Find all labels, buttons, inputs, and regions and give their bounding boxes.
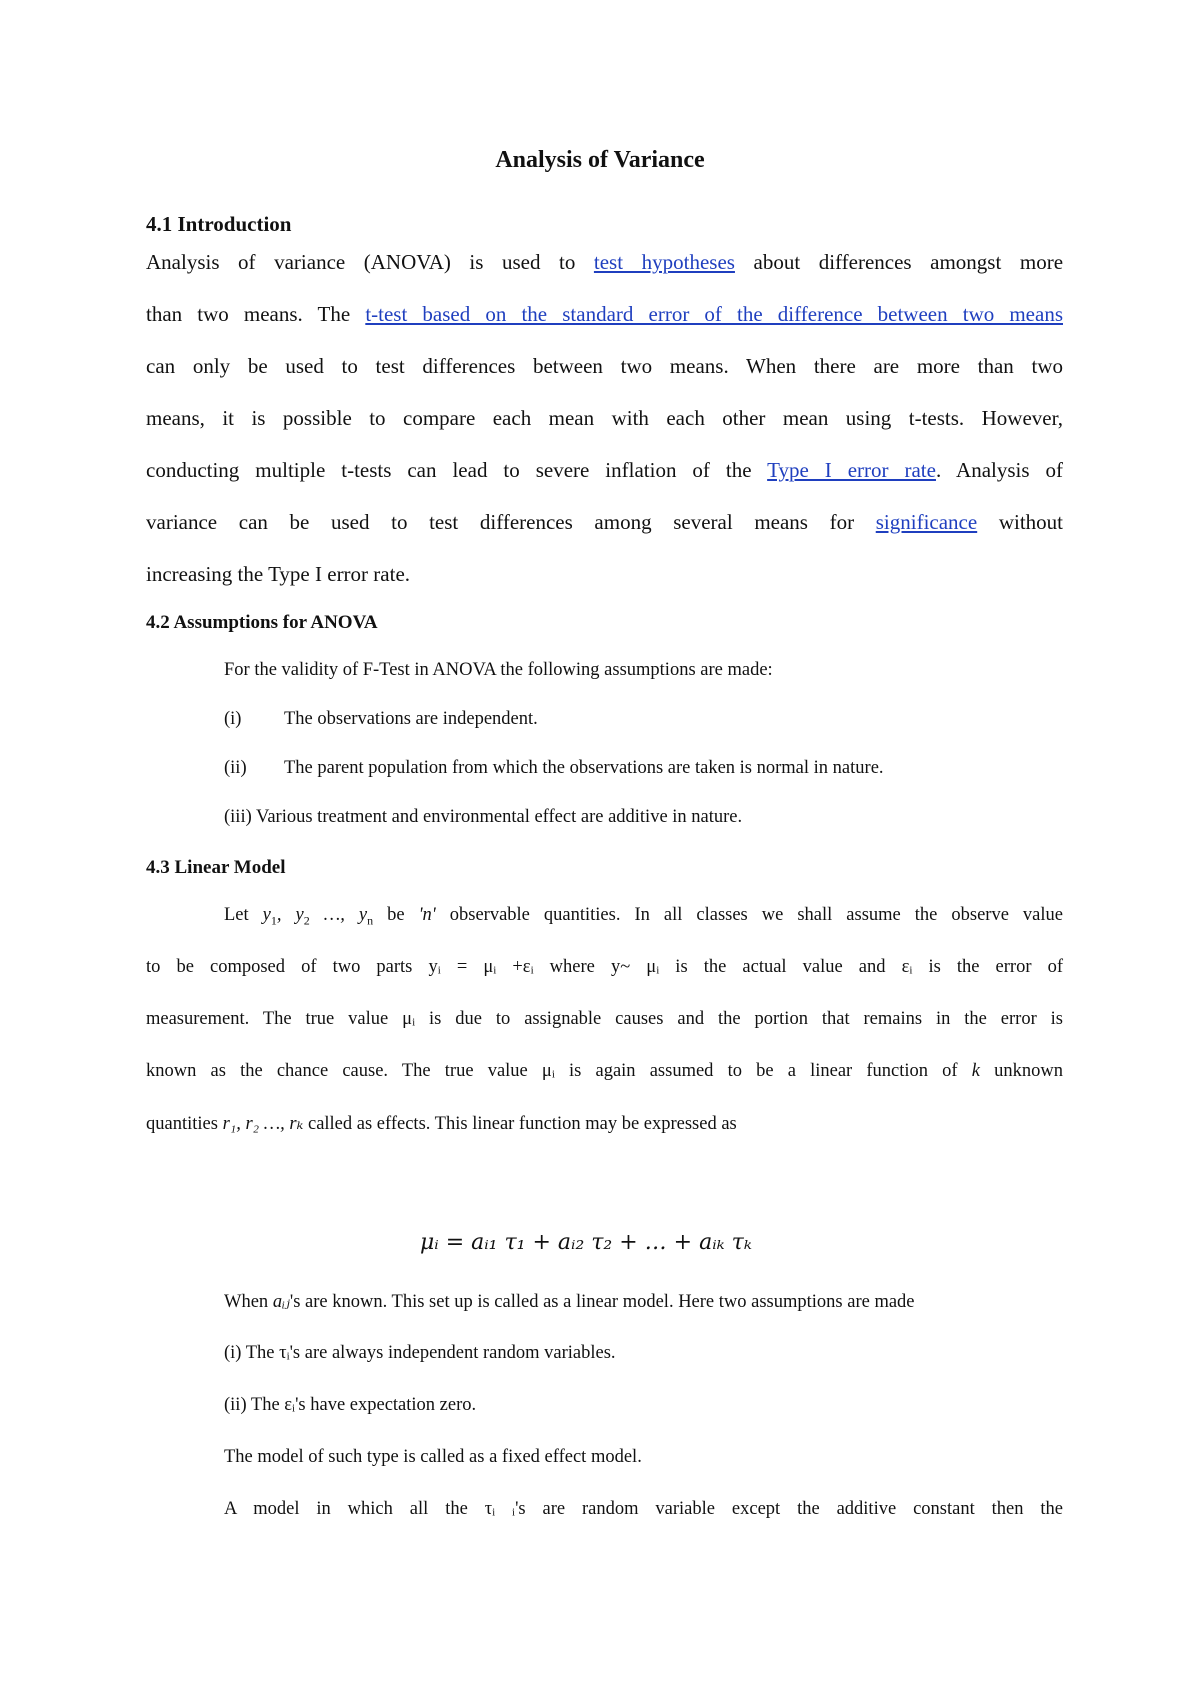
assumption-number: (i) bbox=[224, 709, 242, 729]
text: known as the chance cause. The true value μᵢ is again assumed to be a linear function of bbox=[146, 1061, 972, 1081]
assumptions-lead: For the validity of F-Test in ANOVA the following assumptions are made: bbox=[224, 660, 773, 680]
link-test-hypotheses[interactable]: test hypotheses bbox=[593, 250, 735, 274]
section-heading-assumptions: 4.2 Assumptions for ANOVA bbox=[146, 612, 378, 633]
linear-model-equation: μᵢ = aᵢ₁ τ₁ + aᵢ₂ τ₂ + … + aᵢₖ τₖ bbox=[420, 1230, 752, 1255]
linear-line-2: to be composed of two parts yᵢ = μᵢ +εᵢ where y~ μᵢ is the actual value and εᵢ is the error of bbox=[146, 957, 1063, 977]
text: When bbox=[224, 1292, 273, 1312]
var-y: y bbox=[262, 905, 271, 925]
link-t-test-standard-error[interactable]: t-test based on the standard error of the difference between two means bbox=[365, 302, 1063, 326]
assumption-number: (ii) bbox=[224, 758, 247, 778]
intro-line-2 bbox=[146, 302, 1063, 327]
assumption-text: The observations are independent. bbox=[284, 709, 538, 729]
page-title: Analysis of Variance bbox=[495, 147, 705, 173]
subscript: 2 bbox=[303, 913, 310, 928]
link-significance[interactable]: significance bbox=[875, 510, 978, 534]
section-heading-linear-model: 4.3 Linear Model bbox=[146, 857, 286, 878]
text: conducting multiple t-tests can lead to severe inflation of the bbox=[146, 458, 768, 482]
random-model-text: A model in which all the τᵢ ᵢ's are random variable except the additive constant then the bbox=[224, 1499, 1063, 1519]
intro-line-7: increasing the Type I error rate. bbox=[146, 562, 411, 586]
text: called as effects. This linear function may be expressed as bbox=[303, 1114, 737, 1134]
text: variance can be used to test differences among several means for bbox=[146, 510, 876, 534]
text: observable quantities. In all classes we shall assume the observe value bbox=[435, 905, 1063, 925]
intro-line-3: can only be used to test differences between two means. When there are more than two bbox=[146, 354, 1063, 378]
linear-line-1 bbox=[224, 905, 1063, 929]
var-r: r₁, r₂ …, rₖ bbox=[222, 1114, 304, 1134]
section-heading-introduction: 4.1 Introduction bbox=[146, 212, 292, 236]
text: Analysis of variance (ANOVA) is used to bbox=[146, 250, 594, 274]
text: be bbox=[373, 905, 419, 925]
var-k: k bbox=[971, 1061, 980, 1081]
var-y: …, y bbox=[309, 905, 368, 925]
var-aij: aᵢⱼ bbox=[272, 1292, 290, 1312]
subscript: n bbox=[367, 913, 374, 928]
subscript: 1 bbox=[270, 913, 277, 928]
linear-line-3: measurement. The true value μᵢ is due to assignable causes and the portion that remains in the error is bbox=[146, 1009, 1063, 1029]
fixed-effect-model-text: The model of such type is called as a fixed effect model. bbox=[224, 1447, 642, 1467]
text: . Analysis of bbox=[935, 458, 1063, 482]
assumption-item-3: (iii) Various treatment and environmental effect are additive in nature. bbox=[224, 807, 743, 827]
text: quantities bbox=[146, 1114, 223, 1134]
link-type-i-error-rate[interactable]: Type I error rate bbox=[767, 458, 936, 482]
intro-line-4: means, it is possible to compare each mean with each other mean using t-tests. However, bbox=[146, 406, 1063, 430]
var-n: 'n' bbox=[418, 905, 436, 925]
text: 's are known. This set up is called as a linear model. Here two assumptions are made bbox=[289, 1292, 915, 1312]
text: about differences amongst more bbox=[734, 250, 1064, 274]
intro-line-1 bbox=[146, 250, 1063, 275]
linear-line-4 bbox=[146, 1061, 1063, 1082]
linear-assumption-1: (i) The τᵢ's are always independent random variables. bbox=[224, 1343, 616, 1363]
text: than two means. The bbox=[146, 302, 366, 326]
text: without bbox=[977, 510, 1063, 534]
text: unknown bbox=[979, 1061, 1063, 1081]
linear-assumption-2: (ii) The εᵢ's have expectation zero. bbox=[224, 1395, 477, 1415]
var-y: , y bbox=[276, 905, 304, 925]
assumption-text: The parent population from which the observations are taken is normal in nature. bbox=[284, 758, 884, 778]
linear-line-6 bbox=[224, 1291, 1063, 1313]
linear-line-5 bbox=[146, 1113, 1063, 1135]
intro-line-5 bbox=[146, 458, 1063, 483]
intro-line-6 bbox=[146, 510, 1063, 535]
text: Let bbox=[224, 905, 263, 925]
